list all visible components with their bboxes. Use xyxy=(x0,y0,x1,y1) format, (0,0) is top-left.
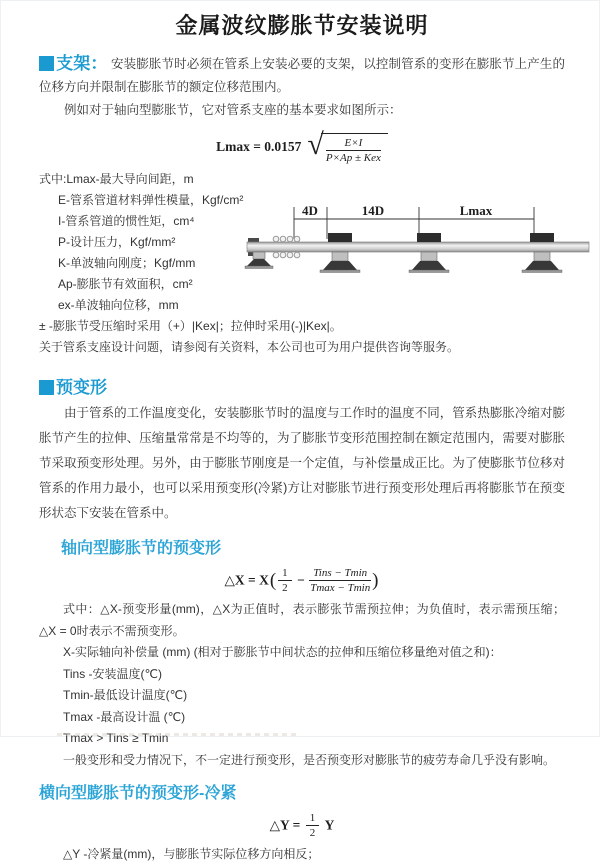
section-bullet-icon xyxy=(39,56,54,71)
pipe xyxy=(247,242,589,252)
consult-note: 关于管系支座设计问题，请参阅有关资料，本公司也可为用户提供咨询等服务。 xyxy=(39,340,460,354)
var-line: K-单波轴向刚度；Kgf/mm xyxy=(58,256,196,270)
pipe-support xyxy=(522,233,562,273)
half-denominator: 2 xyxy=(282,582,288,594)
formula-lhs: △X = X xyxy=(224,572,269,588)
guide-spacing-formula xyxy=(39,130,565,164)
radical-sign xyxy=(307,130,387,164)
var-line: Ap-膨胀节有效面积，cm² xyxy=(58,277,193,291)
var-line: 式中:Lmax-最大导向间距，m xyxy=(39,172,194,186)
formula-lhs: △Y = xyxy=(269,817,301,833)
half-numerator: 1 xyxy=(306,812,320,826)
axial-notes-block xyxy=(39,599,565,771)
formula-lhs: Lmax = 0.0157 xyxy=(216,139,302,154)
close-paren: ) xyxy=(372,569,379,591)
dim-label-14d: 14D xyxy=(361,203,385,218)
lateral-predeform-subheader: 横向型膨胀节的预变形-冷紧 xyxy=(39,785,237,802)
formula-denominator: P×Ap ± Kex xyxy=(325,152,381,164)
half-numerator: 1 xyxy=(278,567,292,581)
axial-predeform-subheader: 轴向型膨胀节的预变形 xyxy=(61,540,222,557)
var-line: P-设计压力，Kgf/mm² xyxy=(58,235,176,249)
pipe-support xyxy=(320,233,360,273)
note-line: Tmax -最高设计温 (℃) xyxy=(63,709,186,724)
predeform-section-title: 预变形 xyxy=(56,378,107,397)
note-line: Tmin-最低设计温度(℃) xyxy=(63,688,188,702)
pipe-support-diagram xyxy=(245,202,593,280)
half-fraction xyxy=(305,812,321,839)
lateral-predeform-formula xyxy=(39,812,565,839)
note-line: X-实际轴向补偿量 (mm) (相对于膨胀节中间状态的拉伸和压缩位移量绝对值之和)： xyxy=(63,645,502,659)
temp-numerator: Tins − Tmin xyxy=(309,567,371,581)
diagram-svg xyxy=(245,202,593,280)
axial-predeform-formula xyxy=(39,567,565,594)
section-bullet-icon xyxy=(39,380,54,395)
predeform-section-header xyxy=(39,373,565,398)
var-line: E-管系管道材料弹性模量，Kgf/cm² xyxy=(58,193,244,207)
dim-label-lmax: Lmax xyxy=(459,203,493,218)
note-line: 式中：△X-预变形量(mm)，△X为正值时，表示膨张节需预拉伸；为负值时，表示需预压缩；△X = 0时表示不需预变形。 xyxy=(39,602,565,638)
var-line: I-管系管道的惯性矩，cm⁴ xyxy=(58,214,195,228)
half-fraction xyxy=(277,567,293,594)
minus-sign: − xyxy=(297,572,305,588)
support-section-title: 支架： xyxy=(56,54,108,73)
dim-label-4d: 4D xyxy=(302,203,318,218)
note-line: Tmax > Tins ≥ Tmin xyxy=(63,731,169,745)
plus-minus-note: ± -膨胀节受压缩时采用（+）|Kex|；拉伸时采用(-)|Kex|。 xyxy=(39,319,342,333)
half-denominator: 2 xyxy=(309,827,316,839)
pipe-support xyxy=(409,233,449,273)
formula-rhs: Y xyxy=(324,817,335,833)
formula-fraction xyxy=(326,137,381,164)
support-example-line: 例如对于轴向型膨胀节，它对管系支座的基本要求如图所示： xyxy=(64,103,402,117)
predeform-paragraph: 由于管系的工作温度变化，安装膨胀节时的温度与工作时的温度不同，管系热膨胀冷缩对膨胀节产生的拉伸、压缩量常常是不均等的，为了膨胀节变形范围控制在额定范围内，需要对膨胀节采取预变形处理。另外，由于膨胀节刚度是一个定值，与补偿量成正比。为了使膨胀节位移对管系的作用力最小，也可以采用预变形(冷紧)方让对膨胀节进行预变形处理后再将膨胀节在预变形状态下安装在管系中。 xyxy=(39,406,565,520)
variable-definitions-block xyxy=(39,169,565,316)
note-line: 一般变形和受力情况下，不一定进行预变形，是否预变形对膨胀节的疲劳寿命几乎没有影响。 xyxy=(63,752,556,767)
open-paren: ( xyxy=(269,569,277,591)
var-line: ex-单波轴向位移，mm xyxy=(58,298,179,312)
note-line: Tins -安装温度(℃) xyxy=(63,666,163,681)
sqrt-glyph: √ xyxy=(307,128,324,161)
temperature-fraction xyxy=(309,567,371,594)
formula-numerator: E×I xyxy=(326,137,381,151)
page-title: 金属波纹膨胀节安装说明 xyxy=(175,13,429,38)
support-section-header xyxy=(39,54,107,73)
support-intro-paragraph xyxy=(39,53,565,99)
clipped-next-line-artifact xyxy=(57,733,297,736)
cold-tighten-note: △Y -冷紧量(mm)，与膨胀节实际位移方向相反； xyxy=(63,847,320,861)
temp-denominator: Tmax − Tmin xyxy=(310,582,371,594)
support-intro-text: 安装膨胀节时必须在管系上安装必要的支架，以控制管系的变形在膨胀节上产生的位移方向并限制在膨胀节的额定位移范围内。 xyxy=(39,57,565,94)
